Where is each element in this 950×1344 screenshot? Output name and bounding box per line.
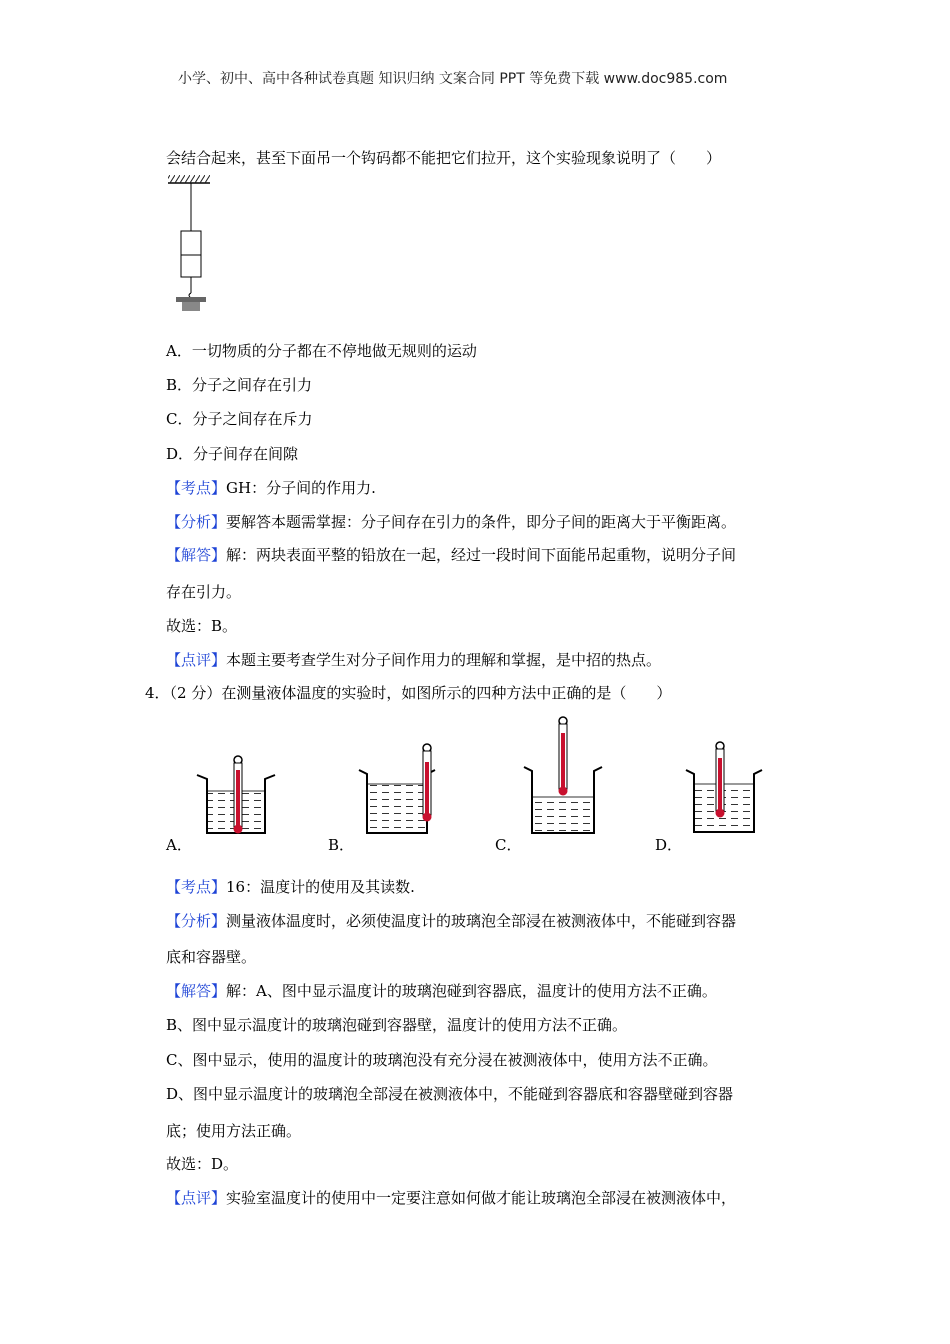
- fenxi-tag: 【分析】: [166, 912, 227, 930]
- q3-jieda-line2: 存在引力。: [166, 583, 242, 601]
- q4-stem: 4．（2 分）在测量液体温度的实验时，如图所示的四种方法中正确的是（ ）: [145, 684, 672, 702]
- q3-option-c: C．分子之间存在斥力: [166, 410, 313, 428]
- q3-kaodian: [166, 478, 376, 498]
- beaker-a-figure: [193, 755, 283, 840]
- q4-jieda-line4: D、图中显示温度计的玻璃泡全部浸在被测液体中，不能碰到容器底和容器壁碰到容器: [166, 1085, 734, 1103]
- beaker-b-figure: [357, 740, 447, 840]
- dianping-text: 实验室温度计的使用中一定要注意如何做才能让玻璃泡全部浸在被测液体中，: [226, 1189, 737, 1207]
- q3-jieda: [166, 545, 736, 565]
- dianping-tag: 【点评】: [166, 1189, 227, 1207]
- q3-option-b: B．分子之间存在引力: [166, 376, 313, 394]
- q4-jieda-line5: 底；使用方法正确。: [166, 1122, 302, 1140]
- jieda-tag: 【解答】: [166, 982, 227, 1000]
- jieda-text: 解：两块表面平整的铅放在一起，经过一段时间下面能吊起重物，说明分子间: [226, 546, 737, 564]
- q4-dianping: [166, 1188, 736, 1208]
- beaker-d-figure: [682, 738, 772, 840]
- dianping-text: 本题主要考查学生对分子间作用力的理解和掌握，是中招的热点。: [226, 651, 662, 669]
- q3-dianping: [166, 650, 661, 670]
- q4-jieda-line3: C、图中显示，使用的温度计的玻璃泡没有充分浸在被测液体中，使用方法不正确。: [166, 1051, 718, 1069]
- fenxi-text: 要解答本题需掌握：分子间存在引力的条件，即分子间的距离大于平衡距离。: [226, 513, 737, 531]
- fenxi-tag: 【分析】: [166, 513, 227, 531]
- beaker-c-figure: [522, 715, 612, 840]
- q3-stem-tail: 会结合起来，甚至下面吊一个钩码都不能把它们拉开，这个实验现象说明了（ ）: [166, 149, 722, 167]
- kaodian-text: 16：温度计的使用及其读数.: [226, 878, 415, 896]
- page-header: 小学、初中、高中各种试卷真题 知识归纳 文案合同 PPT 等免费下载 www.doc985.com: [178, 71, 728, 87]
- lead-blocks-figure: [160, 175, 220, 315]
- q4-jieda: [166, 981, 717, 1001]
- dianping-tag: 【点评】: [166, 651, 227, 669]
- kaodian-tag: 【考点】: [166, 878, 227, 896]
- jieda-text: 解：A、图中显示温度计的玻璃泡碰到容器底，温度计的使用方法不正确。: [226, 982, 717, 1000]
- q4-fenxi-line2: 底和容器壁。: [166, 948, 257, 966]
- q3-option-a: A．一切物质的分子都在不停地做无规则的运动: [166, 342, 477, 360]
- q4-kaodian: [166, 877, 415, 897]
- figure-label-d: D．: [655, 836, 683, 854]
- fenxi-text: 测量液体温度时，必须使温度计的玻璃泡全部浸在被测液体中，不能碰到容器: [226, 912, 737, 930]
- figure-label-a: A．: [166, 836, 192, 854]
- q3-option-d: D．分子间存在间隙: [166, 445, 299, 463]
- q4-fenxi: [166, 911, 736, 931]
- q3-fenxi: [166, 512, 736, 532]
- figure-label-b: B．: [328, 836, 355, 854]
- jieda-tag: 【解答】: [166, 546, 227, 564]
- figure-label-c: C．: [495, 836, 522, 854]
- q4-answer: 故选：D。: [166, 1155, 239, 1173]
- kaodian-text: GH：分子间的作用力.: [226, 479, 376, 497]
- kaodian-tag: 【考点】: [166, 479, 227, 497]
- q4-jieda-line2: B、图中显示温度计的玻璃泡碰到容器壁，温度计的使用方法不正确。: [166, 1016, 628, 1034]
- q3-answer: 故选：B。: [166, 617, 238, 635]
